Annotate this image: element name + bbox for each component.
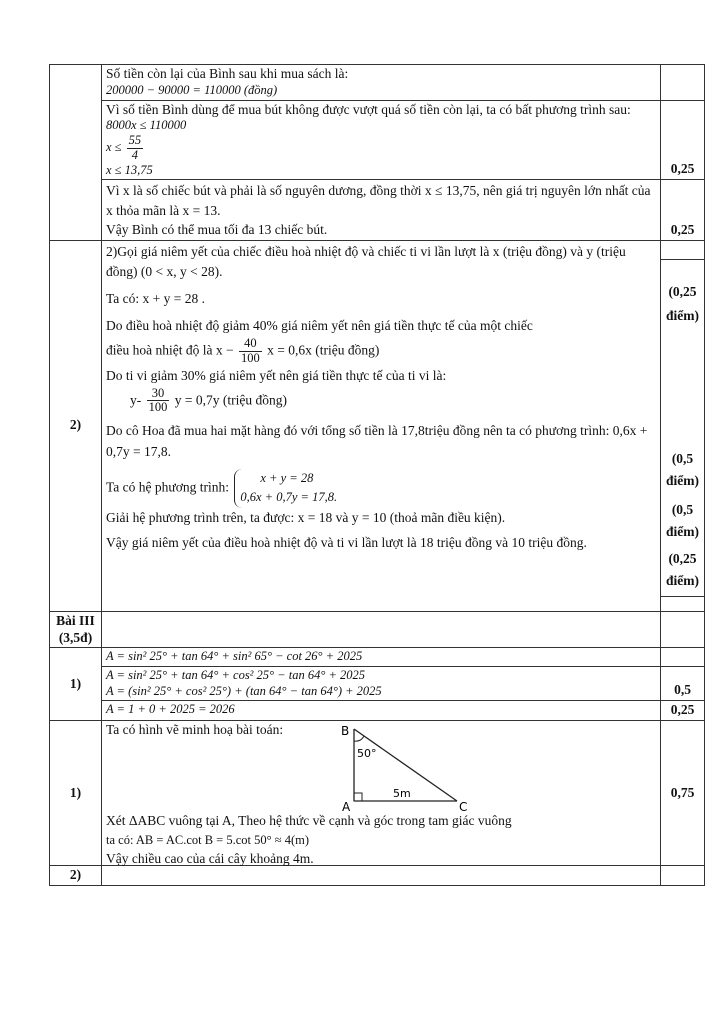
fraction-denominator: 4 [131, 147, 139, 162]
answer-cell [102, 100, 661, 180]
angle-arc [354, 736, 364, 741]
answer-cell [102, 65, 661, 101]
math-line: 8000x ≤ 110000 [106, 118, 187, 133]
table-row [50, 180, 705, 240]
math-text: x ≤ [106, 140, 122, 155]
equation: x + y = 28 [260, 470, 314, 485]
fraction-numerator: 40 [239, 337, 262, 352]
score-cell: 0,75 [661, 721, 705, 866]
vertex-label-a: A [342, 800, 351, 814]
score-cell: 0,25 [661, 701, 705, 721]
answer-line: 2)Gọi giá niêm yết của chiếc điều hoà nhiệt độ và chiếc ti vi lần lượt là x (triệu đồng) và y (triệu đồng) (0 < x, y < 28). [106, 243, 626, 280]
math-line: A = 1 + 0 + 2025 = 2026 [106, 702, 235, 717]
score-cell [661, 648, 705, 667]
math-text: y = 0,7y (triệu đồng) [174, 391, 287, 407]
answer-cell [102, 180, 661, 240]
question-label-cell: 1) [50, 648, 102, 721]
answer-line: Vì số tiền Bình dùng để mua bút không được vượt quá số tiền còn lại, ta có bất phương trình sau: [106, 101, 631, 117]
question-label-cell [50, 65, 102, 241]
score-cell [661, 65, 705, 101]
equation-system [234, 469, 337, 508]
vertex-label-b: B [341, 724, 350, 739]
answer-line: Do điều hoà nhiệt độ giảm 40% giá niêm yết nên giá tiền thực tế của một chiếc [106, 318, 533, 334]
answer-cell [102, 866, 661, 886]
math-line: A = sin² 25° + tan 64° + cos² 25° − tan 64° + 2025 [106, 668, 366, 683]
fraction-denominator: 100 [148, 400, 168, 415]
answer-line: Xét ΔABC vuông tại A, Theo hệ thức về cạnh và góc trong tam giác vuông [106, 813, 512, 829]
answer-key-table [49, 64, 705, 886]
table-row [50, 721, 705, 866]
right-angle-mark [354, 793, 362, 801]
fraction [127, 134, 144, 163]
answer-line: Vì x là số chiếc bút và phải là số nguyên dương, đồng thời x ≤ 13,75, nên giá trị nguyên lớn nhất của x thỏa mãn là x = 13. [106, 183, 651, 219]
angle-label: 50° [357, 747, 377, 761]
answer-line: Số tiền còn lại của Bình sau khi mua sách là: [106, 66, 349, 81]
math-text: x = 0,6x (triệu đồng) [267, 342, 380, 358]
table-row [50, 667, 705, 701]
math-line: 200000 − 90000 = 110000 (đồng) [106, 82, 278, 97]
table-row [50, 701, 705, 721]
question-label-cell: 2) [50, 866, 102, 886]
math-text: Ta có hệ phương trình: [106, 479, 229, 495]
score-cell [661, 866, 705, 886]
math-line: x ≤ 13,75 [106, 162, 153, 177]
answer-cell [102, 240, 661, 611]
score-cell: 0,25 [661, 100, 705, 180]
score-cell: 0,25 [661, 180, 705, 240]
fraction-numerator: 55 [128, 133, 142, 147]
triangle-figure [337, 723, 497, 813]
answer-cell [102, 611, 661, 648]
fraction [147, 387, 170, 416]
answer-cell [102, 701, 661, 721]
table-row [50, 240, 705, 611]
answer-cell [102, 648, 661, 667]
math-text: điều hoà nhiệt độ là x − [106, 342, 234, 358]
answer-line: Do ti vi giảm 30% giá niêm yết nên giá tiền thực tế của ti vi là: [106, 367, 447, 383]
fraction-denominator: 100 [240, 350, 260, 365]
score-note: (0,5 điểm) [666, 451, 699, 488]
answer-line: Vậy giá niêm yết của điều hoà nhiệt độ và ti vi lần lượt là 18 triệu đồng và 10 triệu đồng. [106, 534, 587, 550]
vertex-label-c: C [459, 800, 468, 814]
score-note: (0,5 điểm) [666, 502, 699, 539]
table-row [50, 65, 705, 101]
score-cell: 0,5 [661, 667, 705, 701]
math-line: A = sin² 25° + tan 64° + sin² 65° − cot 26° + 2025 [106, 649, 363, 664]
answer-line: Ta có: x + y = 28 . [106, 291, 206, 307]
answer-line: Giải hệ phương trình trên, ta được: x = 18 và y = 10 (thoả mãn điều kiện). [106, 509, 506, 525]
table-row [50, 100, 705, 180]
fraction-numerator: 30 [147, 387, 170, 402]
section-title: Bài III [56, 612, 95, 628]
score-note: (0,25 điểm) [666, 551, 699, 589]
score-cell [661, 611, 705, 648]
score-note: (0,25 điểm) [666, 283, 699, 323]
length-label: 5m [393, 787, 411, 801]
question-label-cell: 2) [50, 240, 102, 611]
answer-line [106, 387, 656, 416]
answer-line: Do cô Hoa đã mua hai mặt hàng đó với tổng số tiền là 17,8triệu đồng nên ta có phương trình: 0,6x + 0,7y = 17,8. [106, 423, 648, 460]
fraction [239, 337, 262, 366]
answer-cell [102, 721, 661, 866]
question-label-cell: 1) [50, 721, 102, 866]
answer-cell [102, 667, 661, 701]
section-points: (3,5đ) [58, 629, 93, 645]
math-line [106, 134, 656, 163]
equation: 0,6x + 0,7y = 17,8. [240, 490, 338, 505]
table-row [50, 648, 705, 667]
answer-line [106, 337, 656, 366]
answer-line [106, 469, 656, 508]
score-cell [661, 240, 705, 611]
table-row [50, 611, 705, 648]
answer-line: Vậy chiều cao của cái cây khoảng 4m. [106, 850, 314, 866]
section-label-cell [50, 611, 102, 648]
table-row [50, 866, 705, 886]
math-line: A = (sin² 25° + cos² 25°) + (tan 64° − tan 64°) + 2025 [106, 683, 382, 698]
answer-line: Vậy Bình có thể mua tối đa 13 chiếc bút. [106, 221, 328, 237]
math-line: ta có: AB = AC.cot B = 5.cot 50° ≈ 4(m) [106, 832, 310, 847]
answer-line: Ta có hình vẽ minh hoạ bài toán: [106, 722, 284, 738]
math-text: y- [130, 391, 142, 407]
